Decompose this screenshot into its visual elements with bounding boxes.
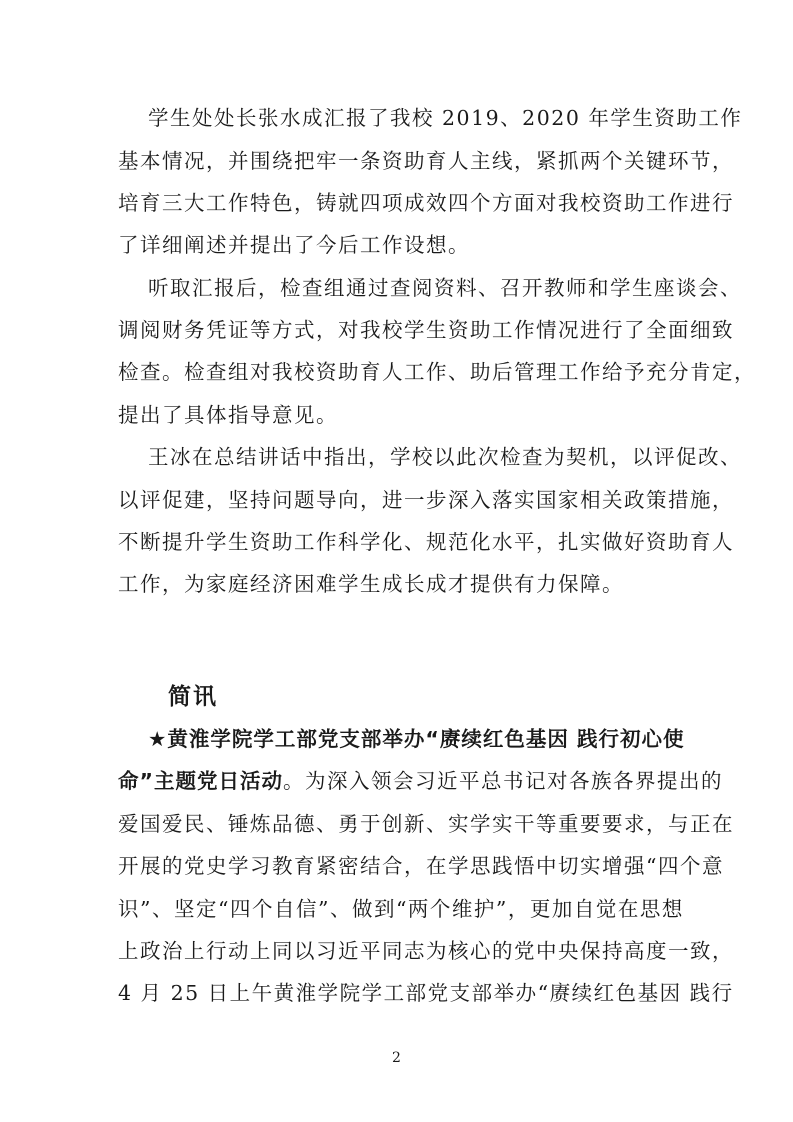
brief-item-title-end: 命”主题党日活动: [118, 769, 283, 793]
brief-item-line-7: 4 月 25 日上午黄淮学院学工部党支部举办“赓续红色基因 践行: [118, 981, 734, 1005]
paragraph-2-line-4: 提出了具体指导意见。: [118, 403, 338, 427]
brief-item-line-4: 开展的党史学习教育紧密结合，在学思践悟中切实增强“四个意: [118, 854, 724, 878]
brief-item-line-5: 识”、坚定“四个自信”、做到“两个维护”，更加自觉在思想: [118, 897, 684, 921]
paragraph-2-line-3: 检查。检查组对我校资助育人工作、助后管理工作给予充分肯定，: [118, 360, 756, 384]
paragraph-3-line-1: 王冰在总结讲话中指出，学校以此次检查为契机，以评促改、: [148, 445, 742, 469]
paragraph-3-line-2: 以评促建，坚持问题导向，进一步深入落实国家相关政策措施，: [118, 488, 734, 512]
brief-item-title: ★黄淮学院学工部党支部举办“赓续红色基因 践行初心使: [148, 727, 685, 751]
brief-item-line-2: [118, 764, 723, 798]
paragraph-2-line-1: 听取汇报后，检查组通过查阅资料、召开教师和学生座谈会、: [148, 276, 742, 300]
brief-item-line-6: 上政治上行动上同以习近平同志为核心的党中央保持高度一致，: [118, 939, 734, 963]
paragraph-2-line-2: 调阅财务凭证等方式，对我校学生资助工作情况进行了全面细致: [118, 318, 734, 342]
paragraph-1-line-3: 培育三大工作特色，铸就四项成效四个方面对我校资助工作进行: [118, 191, 734, 215]
paragraph-3-line-4: 工作，为家庭经济困难学生成长成才提供有力保障。: [118, 572, 624, 596]
paragraph-1-line-1: 学生处处长张水成汇报了我校 2019、2020 年学生资助工作: [148, 106, 743, 130]
page-number: 2: [392, 1050, 401, 1066]
paragraph-3-line-3: 不断提升学生资助工作科学化、规范化水平，扎实做好资助育人: [118, 530, 734, 554]
paragraph-1-line-4: 了详细阐述并提出了今后工作设想。: [118, 233, 470, 257]
brief-item-line-2-text: 。为深入领会习近平总书记对各族各界提出的: [282, 769, 723, 793]
brief-heading: 简讯: [168, 684, 218, 710]
paragraph-1-line-2: 基本情况，并围绕把牢一条资助育人主线，紧抓两个关键环节，: [118, 149, 734, 173]
brief-item-line-3: 爱国爱民、锤炼品德、勇于创新、实学实干等重要要求，与正在: [118, 812, 734, 836]
